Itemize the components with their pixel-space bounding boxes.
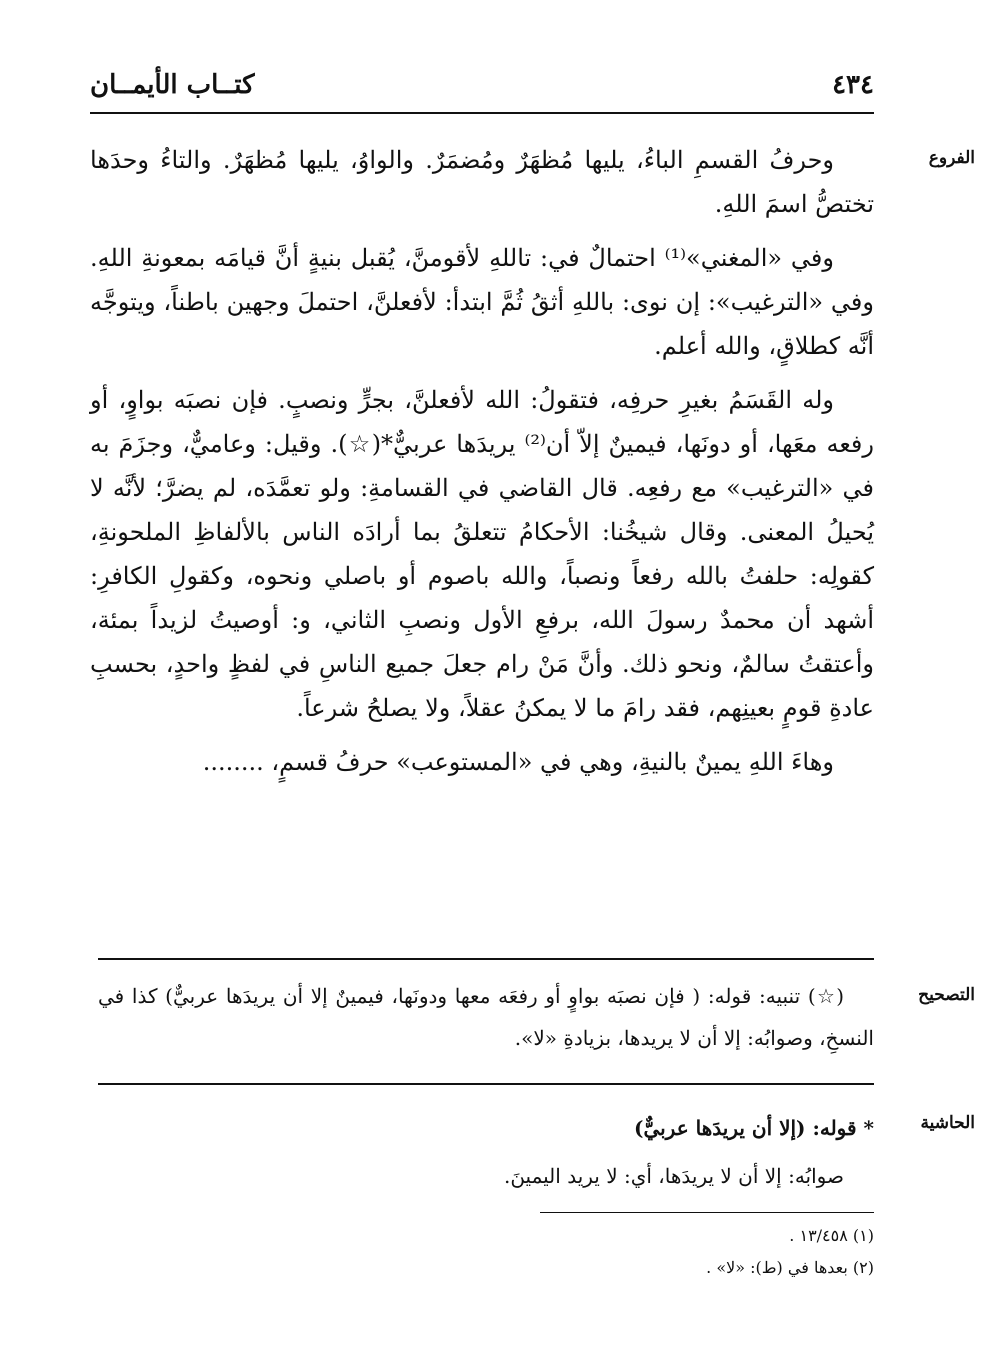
header-divider: [90, 112, 874, 114]
hashiya-answer: صوابُه: إلا أن لا يريدَها، أي: لا يريد اليمينَ.: [503, 1164, 844, 1188]
hashiya-note: [98, 1108, 874, 1196]
section-divider: [98, 1083, 874, 1085]
footnote-divider: [540, 1212, 874, 1213]
correction-note: [98, 975, 874, 1059]
hashiya-question: * قوله: (إلا أن يريدَها عربيٌّ): [633, 1116, 874, 1140]
footnote-item: (٢) بعدها في (ط): «لا» .: [706, 1258, 874, 1277]
correction-text: (☆) تنبيه: قوله: ( فإن نصبَه بواوٍ أو رفعَه معها ودونَها، فيمينٌ إلا أن يريدَها عربيٌّ) كذا في النسخِ، وصوابُه: إلا أن لا يريدها، بزيادةِ «لا».: [98, 984, 874, 1050]
side-label-furu: الفروع: [928, 148, 975, 168]
main-paragraph: وفي «المغني»⁽¹⁾ احتمالٌ في: تاللهِ لأقومنَّ، يُقبل بنيةٍ أنَّ قيامَه بمعونةِ اللهِ. وفي «الترغيب»: إن نوى: باللهِ أثقُ ثُمَّ ابتدأ: لأفعلنَّ، احتملَ وجهين باطناً، ويتوجَّه أنَّه كطلاقٍ، والله أعلم.: [90, 244, 874, 360]
footnote-item: (١) ١٣/٤٥٨ .: [789, 1226, 874, 1245]
main-paragraph: وحرفُ القسمِ الباءُ، يليها مُظهَرٌ ومُضمَرٌ. والواوُ، يليها مُظهَرٌ. والتاءُ وحدَها تختصُّ اسمَ اللهِ.: [90, 146, 874, 218]
page-header: [90, 70, 874, 106]
main-paragraph: وهاءَ اللهِ يمينٌ بالنيةِ، وهي في «المستوعب» حرفُ قسمٍ، ........: [202, 748, 834, 776]
page-number: ٤٣٤: [832, 70, 874, 100]
section-divider: [98, 958, 874, 960]
book-title: كتــاب الأيمــان: [90, 70, 255, 100]
side-label-tashih: التصحيح: [918, 985, 975, 1005]
side-label-hashiya: الحاشية: [920, 1113, 975, 1133]
footnotes: [98, 1220, 874, 1284]
main-text: [90, 138, 874, 794]
main-paragraph: وله القَسَمُ بغيرِ حرفِه، فتقولُ: الله لأفعلنَّ، بجرٍّ ونصبٍ. فإن نصبَه بواوٍ، أو رفعه معَها، أو دونَها، فيمينٌ إلاّ أن⁽²⁾ يريدَها عربيٌّ*(☆). وقيل: وعاميٌّ، وجزَمَ به في «الترغيب» مع رفعِه. قال القاضي في القسامةِ: ولو تعمَّدَه، لم يضرَّ؛ لأنَّه لا يُحيلُ المعنى. وقال شيخُنا: الأحكامُ تتعلقُ بما أرادَه الناس بالألفاظِ الملحونةِ، كقولِه: حلفتُ بالله رفعاً ونصباً، والله باصوم أو باصلي ونحوه، وكقولِ الكافرِ: أشهد أن محمدٌ رسولَ الله، برفعِ الأول ونصبِ الثاني، و: أوصيتُ لزيداً بمئة، وأعتقتُ سالمٌ، ونحو ذلك. وأنَّ مَنْ رام جعلَ جميع الناسِ في لفظٍ واحدٍ، بحسبِ عادةِ قومٍ بعينِهم، فقد رامَ ما لا يمكنُ عقلاً، ولا يصلحُ شرعاً.: [90, 386, 874, 722]
